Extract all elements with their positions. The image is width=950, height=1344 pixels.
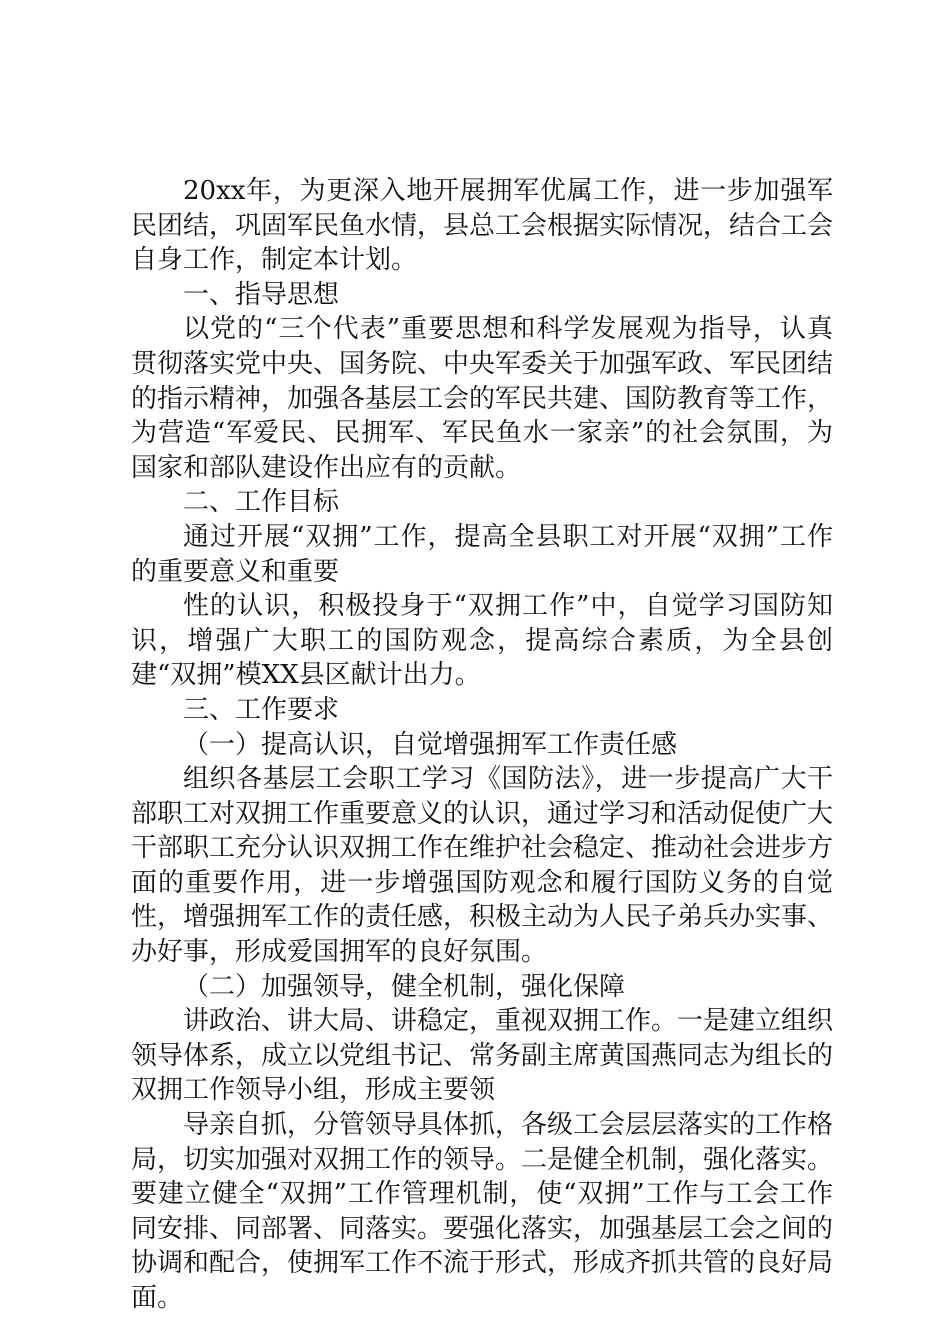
subheading-raise-awareness: （一）提高认识，自觉增强拥军工作责任感 <box>183 729 678 760</box>
section-heading-work-goals: 二、工作目标 <box>183 487 340 518</box>
strengthen-leadership-paragraph-part1: 讲政治、讲大局、讲稳定，重视双拥工作。一是建立组织领导体系，成立以党组书记、常务副主席黄国燕同志为组长的双拥工作领导小组，形成主要领 <box>131 1006 834 1106</box>
subheading-strengthen-leadership: （二）加强领导，健全机制，强化保障 <box>183 971 626 1002</box>
raise-awareness-paragraph: 组织各基层工会职工学习《国防法》，进一步提高广大干部职工对双拥工作重要意义的认识，通过学习和活动促使广大干部职工充分认识双拥工作在维护社会稳定、推动社会进步方面的重要作用，进一步增强国防观念和履行国防义务的自觉性，增强拥军工作的责任感，积极主动为人民子弟兵办实事、办好事，形成爱国拥军的良好氛围。 <box>131 764 834 968</box>
section-heading-work-requirements: 三、工作要求 <box>183 694 340 725</box>
work-goals-paragraph-part1: 通过开展“双拥”工作，提高全县职工对开展“双拥”工作的重要意义和重要 <box>131 521 833 587</box>
section-heading-guiding-thought: 一、指导思想 <box>183 279 340 310</box>
strengthen-leadership-paragraph-part2: 导亲自抓，分管领导具体抓，各级工会层层落实的工作格局，切实加强对双拥工作的领导。二是健全机制，强化落实。要建立健全“双拥”工作管理机制，使“双拥”工作与工会工作同安排、同部署、同落实。要强化落实，加强基层工会之间的协调和配合，使拥军工作不流于形式，形成齐抓共管的良好局面。 <box>131 1110 834 1313</box>
document-body <box>131 174 833 1316</box>
work-goals-paragraph-part2: 性的认识，积极投身于“双拥工作”中，自觉学习国防知识，增强广大职工的国防观念，提高综合素质，为全县创建“双拥”模XX县区献计出力。 <box>131 591 833 691</box>
guiding-thought-paragraph: 以党的“三个代表”重要思想和科学发展观为指导，认真贯彻落实党中央、国务院、中央军委关于加强军政、军民团结的指示精神，加强各基层工会的军民共建、国防教育等工作，为营造“军爱民、民拥军、军民鱼水一家亲”的社会氛围，为国家和部队建设作出应有的贡献。 <box>131 314 834 483</box>
intro-paragraph: 20xx年，为更深入地开展拥军优属工作，进一步加强军民团结，巩固军民鱼水情，县总工会根据实际情况，结合工会自身工作，制定本计划。 <box>131 176 834 276</box>
